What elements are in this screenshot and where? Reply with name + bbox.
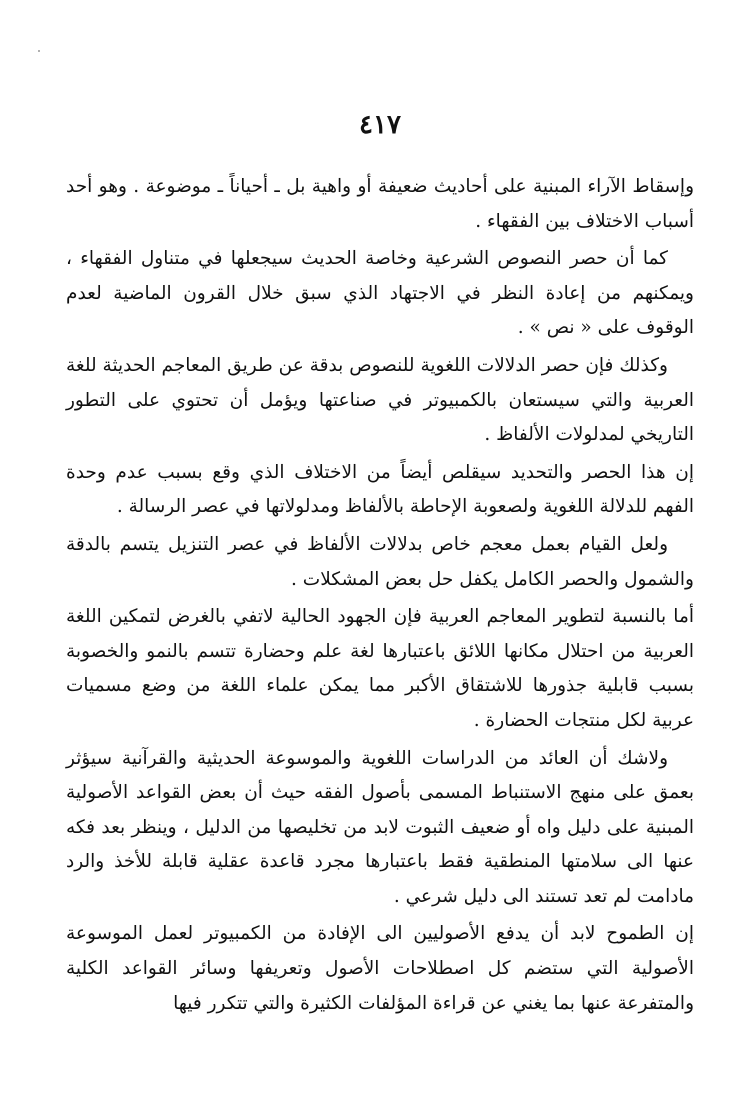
paragraph: وكذلك فإن حصر الدلالات اللغوية للنصوص بدقة عن طريق المعاجم الحديثة للغة العربية والتي سيستعان بالكمبيوتر في صناعتها ويؤمل أن تحتوي على التطور التاريخي لمدلولات الألفاظ .	[66, 354, 694, 446]
paragraph: ولعل القيام بعمل معجم خاص بدلالات الألفاظ في عصر التنزيل يتسم بالدقة والشمول والحصر الكامل يكفل حل بعض المشكلات .	[66, 533, 694, 590]
paragraph: كما أن حصر النصوص الشرعية وخاصة الحديث سيجعلها في متناول الفقهاء ، ويمكنهم من إعادة النظر في الاجتهاد الذي سبق خلال القرون الماضية لعدم الوقوف على « نص » .	[66, 248, 694, 339]
body-text	[66, 170, 694, 1021]
paragraph: وإسقاط الآراء المبنية على أحاديث ضعيفة أو واهية بل ـ أحياناً ـ موضوعة . وهو أحد أسباب الاختلاف بين الفقهاء .	[66, 176, 694, 232]
paragraph: إن الطموح لابد أن يدفع الأصوليين الى الإفادة من الكمبيوتر لعمل الموسوعة الأصولية التي ستضم كل اصطلاحات الأصول وتعريفها وسائر القواعد الكلية والمتفرعة عنها بما يغني عن قراءة المؤلفات الكثيرة والتي تتكرر فيها	[66, 923, 694, 1014]
paragraph: أما بالنسبة لتطوير المعاجم العربية فإن الجهود الحالية لاتفي بالغرض لتمكين اللغة العربية من احتلال مكانها اللائق باعتبارها لغة علم وحضارة تتسم بالنمو والخصوبة بسبب قابلية جذورها للاشتقاق الأكبر مما يمكن علماء اللغة من وضع مسميات عربية لكل منتجات الحضارة .	[66, 606, 694, 731]
paragraph: إن هذا الحصر والتحديد سيقلص أيضاً من الاختلاف الذي وقع بسبب عدم وحدة الفهم للدلالة اللغوية ولصعوبة الإحاطة بالألفاظ ومدلولاتها في عصر الرسالة .	[66, 461, 694, 518]
paragraph: ولاشك أن العائد من الدراسات اللغوية والموسوعة الحديثية والقرآنية سيؤثر بعمق على منهج الاستنباط المسمى بأصول الفقه حيث أن بعض القواعد الأصولية المبنية على دليل واه أو ضعيف الثبوت لابد من تخليصها من الدليل ، وينظر بعد فكه عنها الى سلامتها المنطقية فقط باعتبارها مجرد قاعدة عقلية قابلة للأخذ والرد مادامت لم تعد تستند الى دليل شرعي .	[66, 747, 694, 907]
margin-mark	[38, 50, 40, 52]
page-number: ٤١٧	[359, 110, 401, 140]
